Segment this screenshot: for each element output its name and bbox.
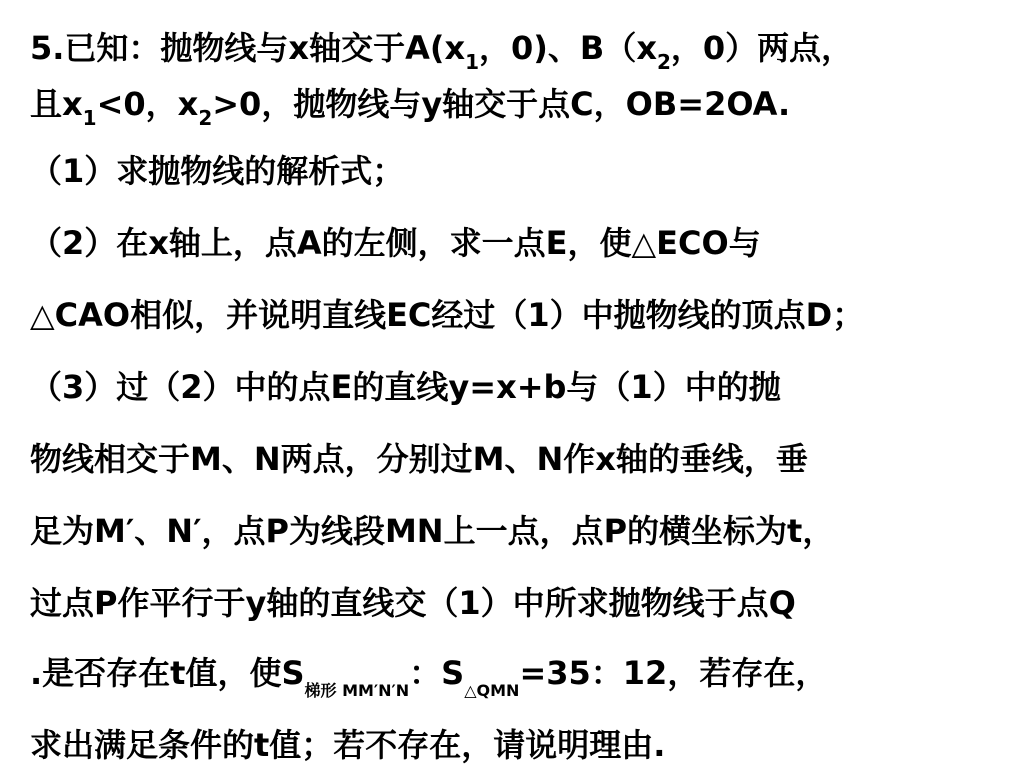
line1-text-a: 5.已知：抛物线与x轴交于A(x — [30, 29, 466, 67]
line1-text-b: ，0)、B（x — [479, 29, 657, 67]
line1-subscript-1: 1 — [465, 50, 480, 74]
line10-text-a: .是否存在t值，使S — [30, 654, 305, 692]
line10-subscript-triangle: △QMN — [464, 681, 520, 700]
line10-text-c: =35：12，若存在， — [519, 654, 828, 692]
problem-line-1 — [30, 29, 854, 74]
problem-line-8: 足为M′、N′，点P为线段MN上一点，点P的横坐标为t， — [30, 512, 835, 550]
line2-text-c: >0，抛物线与y轴交于点C，OB=2OA. — [212, 85, 791, 123]
line2-text-a: 且x — [30, 85, 83, 123]
problem-line-5: △CAO相似，并说明直线EC经过（1）中抛物线的顶点D； — [30, 296, 865, 334]
problem-line-4: （2）在x轴上，点A的左侧，求一点E，使△ECO与 — [30, 224, 761, 262]
line10-subscript-trapezoid: 梯形 MM′N′N — [304, 681, 410, 700]
problem-line-9: 过点P作平行于y轴的直线交（1）中所求抛物线于点Q — [30, 584, 796, 622]
problem-line-3: （1）求抛物线的解析式； — [30, 152, 405, 190]
problem-line-7: 物线相交于M、N两点，分别过M、N作x轴的垂线，垂 — [30, 440, 808, 478]
line2-text-b: <0，x — [96, 85, 199, 123]
line2-subscript-1: 1 — [82, 106, 97, 130]
line1-subscript-2: 2 — [656, 50, 671, 74]
line2-subscript-2: 2 — [198, 106, 213, 130]
problem-line-11: 求出满足条件的t值；若不存在，请说明理由. — [30, 726, 666, 764]
problem-line-10 — [30, 654, 828, 700]
line10-text-b: ：S — [409, 654, 465, 692]
problem-line-2 — [30, 85, 791, 130]
line1-text-c: ，0）两点， — [670, 29, 854, 67]
problem-line-6: （3）过（2）中的点E的直线y=x+b与（1）中的抛 — [30, 368, 781, 406]
